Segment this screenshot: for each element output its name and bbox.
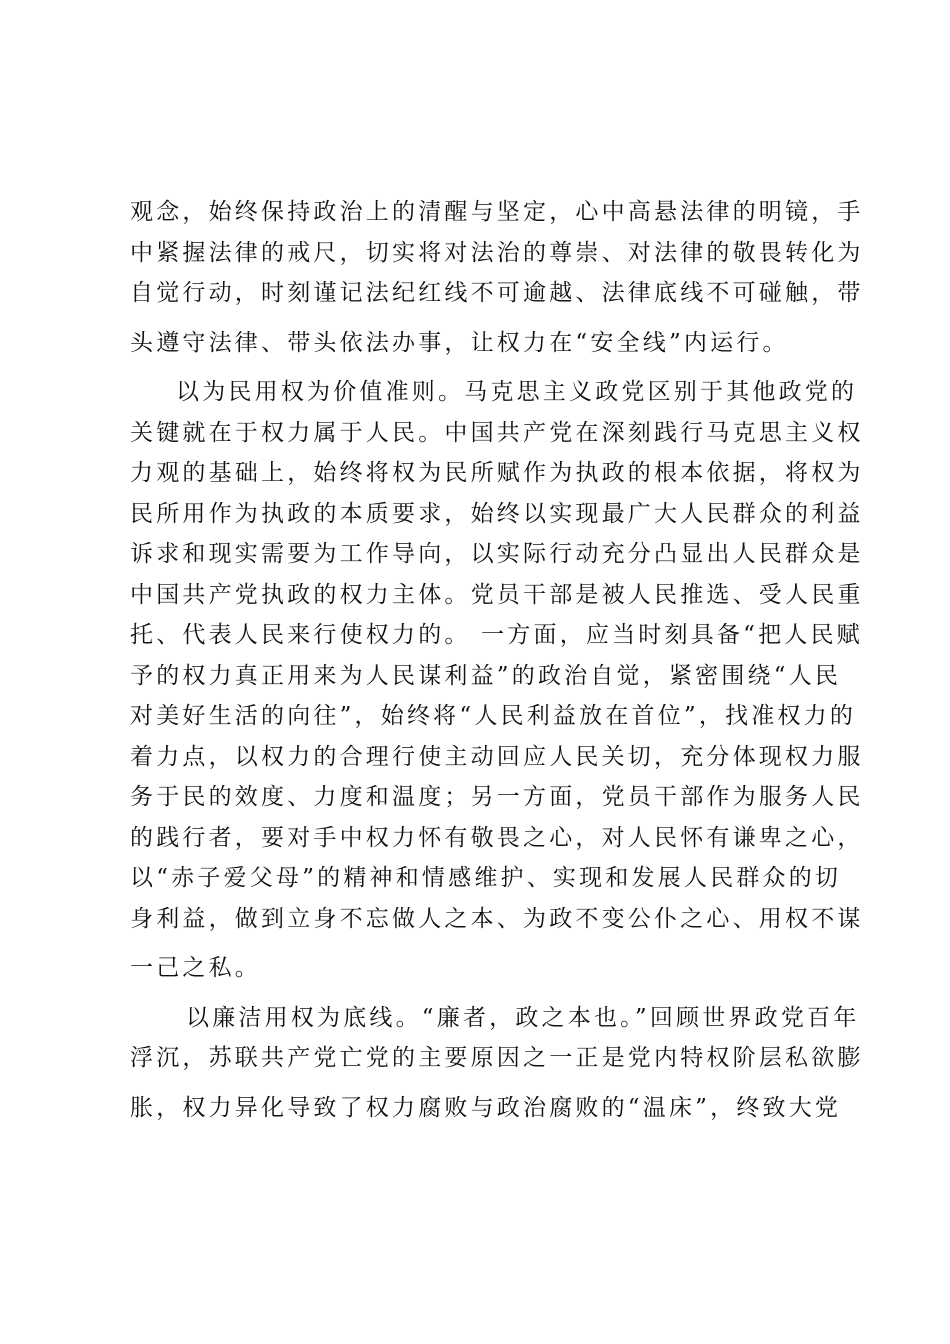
text-line: 着力点，以权力的合理行使主动回应人民关切，充分体现权力服	[130, 743, 864, 770]
paragraph-first-line: 以廉洁用权为底线。“廉者，政之本也。”回顾世界政党百年	[186, 1004, 860, 1031]
text-line: 自觉行动，时刻谨记法纪红线不可逾越、法律底线不可碰触，带	[130, 280, 864, 306]
text-line: 中国共产党执政的权力主体。党员干部是被人民推选、受人民重	[130, 581, 864, 608]
text-line: 力观的基础上，始终将权为民所赋作为执政的根本依据，将权为	[130, 460, 864, 486]
text-line: 对美好生活的向往”，始终将“人民利益放在首位”，找准权力的	[130, 703, 857, 729]
text-line: 关键就在于权力属于人民。中国共产党在深刻践行马克思主义权	[130, 419, 864, 446]
text-line: 以“赤子爱父母”的精神和情感维护、实现和发展人民群众的切	[130, 865, 842, 891]
text-line: 头遵守法律、带头依法办事，让权力在“安全线”内运行。	[130, 329, 789, 356]
text-line: 予的权力真正用来为人民谋利益”的政治自觉，紧密围绕“人民	[130, 662, 842, 689]
body-text	[130, 192, 864, 1128]
text-line: 托、代表人民来行使权力的。 一方面，应当时刻具备“把人民赋	[130, 622, 863, 648]
text-line: 胀，权力异化导致了权力腐败与政治腐败的“温床”，终致大党	[130, 1094, 842, 1121]
text-line: 诉求和现实需要为工作导向，以实际行动充分凸显出人民群众是	[130, 541, 864, 567]
text-line: 务于民的效度、力度和温度；另一方面，党员干部作为服务人民	[130, 784, 864, 810]
text-line: 浮沉，苏联共产党亡党的主要原因之一正是党内特权阶层私欲膨	[130, 1045, 864, 1071]
paragraph-first-line: 以为民用权为价值准则。马克思主义政党区别于其他政党的	[176, 379, 858, 405]
text-line: 观念，始终保持政治上的清醒与坚定，心中高悬法律的明镜，手	[130, 199, 864, 225]
text-line: 一己之私。	[130, 955, 261, 981]
text-line: 的践行者，要对手中权力怀有敬畏之心，对人民怀有谦卑之心，	[130, 824, 864, 851]
text-line: 身利益，做到立身不忘做人之本、为政不变公仆之心、用权不谋	[130, 905, 864, 932]
text-line: 中紧握法律的戒尺，切实将对法治的尊崇、对法律的敬畏转化为	[130, 239, 864, 266]
text-line: 民所用作为执政的本质要求，始终以实现最广大人民群众的利益	[130, 500, 864, 527]
